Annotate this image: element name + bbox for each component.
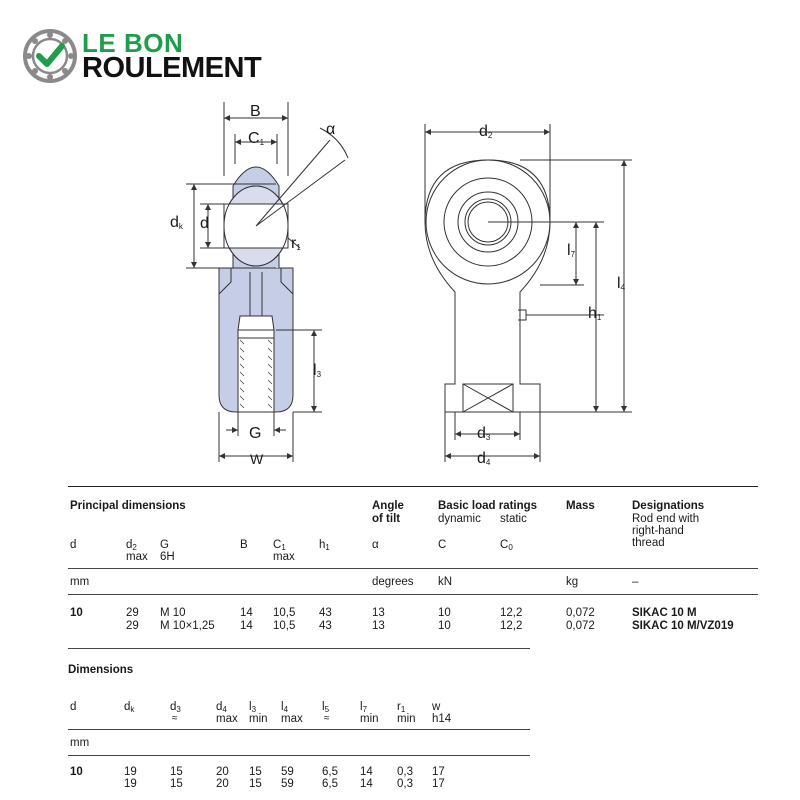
header-static: static bbox=[500, 513, 527, 525]
bearing-check-icon bbox=[22, 28, 78, 84]
brand-logo bbox=[22, 26, 322, 86]
label-d2: $d_2$ bbox=[479, 123, 493, 140]
label-d3: $d_3$ bbox=[477, 425, 491, 442]
sym-d2-max: max bbox=[126, 551, 148, 563]
header-mass: Mass bbox=[566, 500, 595, 512]
header-designations: Designations bbox=[632, 500, 705, 512]
label-d4: $d_4$ bbox=[477, 450, 491, 467]
label-B: B bbox=[250, 103, 261, 120]
sym-C0: $C_0$ bbox=[500, 539, 513, 552]
dimensions-title: Dimensions bbox=[68, 664, 134, 676]
sym-B: B bbox=[240, 539, 248, 551]
sym2-w: w bbox=[432, 701, 441, 713]
unit-mm: mm bbox=[70, 576, 90, 588]
label-G: G bbox=[249, 425, 262, 442]
label-W: W bbox=[250, 451, 264, 467]
header-principal-dimensions: Principal dimensions bbox=[70, 500, 186, 512]
label-d: d bbox=[200, 215, 209, 232]
header-angle: Angle bbox=[372, 500, 404, 512]
sym2-l4: $l_4$ bbox=[281, 701, 289, 714]
sym2-d: d bbox=[70, 701, 77, 713]
sym-h1: $h_1$ bbox=[319, 539, 330, 552]
sym-alpha: α bbox=[372, 539, 379, 551]
sym2-l7: $l_7$ bbox=[360, 701, 368, 714]
header-desig-line1: Rod end with bbox=[632, 513, 700, 525]
sym2-dk: $d_k$ bbox=[124, 701, 135, 714]
logo-text-line1: LE BON bbox=[82, 28, 184, 58]
label-h1: $h_1$ bbox=[588, 305, 602, 322]
header-angle-2: of tilt bbox=[372, 513, 401, 525]
sym2-d4: $d_4$ bbox=[216, 701, 227, 714]
sym-G: G bbox=[160, 539, 169, 551]
header-desig-line2: right-hand bbox=[632, 525, 684, 537]
logo-text-line2: ROULEMENT bbox=[82, 52, 262, 84]
unit-degrees: degrees bbox=[372, 576, 414, 588]
unit-kg: kg bbox=[566, 576, 579, 588]
sym-d: d bbox=[70, 539, 77, 551]
label-dk: $d_k$ bbox=[170, 214, 183, 231]
label-r1: $r_1$ bbox=[291, 235, 301, 252]
sym2-l3: $l_3$ bbox=[249, 701, 257, 714]
sym2-l5: $l_5$ bbox=[322, 701, 330, 714]
label-l7: $l_7$ bbox=[567, 242, 576, 259]
sym2-r1: $r_1$ bbox=[397, 701, 406, 714]
sym-C1-max: max bbox=[273, 551, 295, 563]
sym-C: C bbox=[438, 539, 447, 551]
rod-end-technical-drawing bbox=[0, 90, 800, 470]
unit2-mm: mm bbox=[70, 737, 90, 749]
sym-G-6H: 6H bbox=[160, 551, 175, 563]
header-desig-line3: thread bbox=[632, 537, 665, 549]
label-C1: $C_1$ bbox=[248, 130, 265, 147]
header-load-ratings: Basic load ratings bbox=[438, 500, 538, 512]
sym-C1: $C_1$ bbox=[273, 539, 286, 552]
header-dynamic: dynamic bbox=[438, 513, 481, 525]
unit-kN: kN bbox=[438, 576, 453, 588]
unit-dash: – bbox=[632, 576, 639, 588]
label-alpha: α bbox=[326, 121, 336, 138]
sym2-d3: $d_3$ bbox=[170, 701, 181, 714]
sym-d2: $d_2$ bbox=[126, 539, 137, 552]
label-l3: $l_3$ bbox=[313, 362, 322, 379]
label-l4: $l_4$ bbox=[617, 275, 626, 292]
